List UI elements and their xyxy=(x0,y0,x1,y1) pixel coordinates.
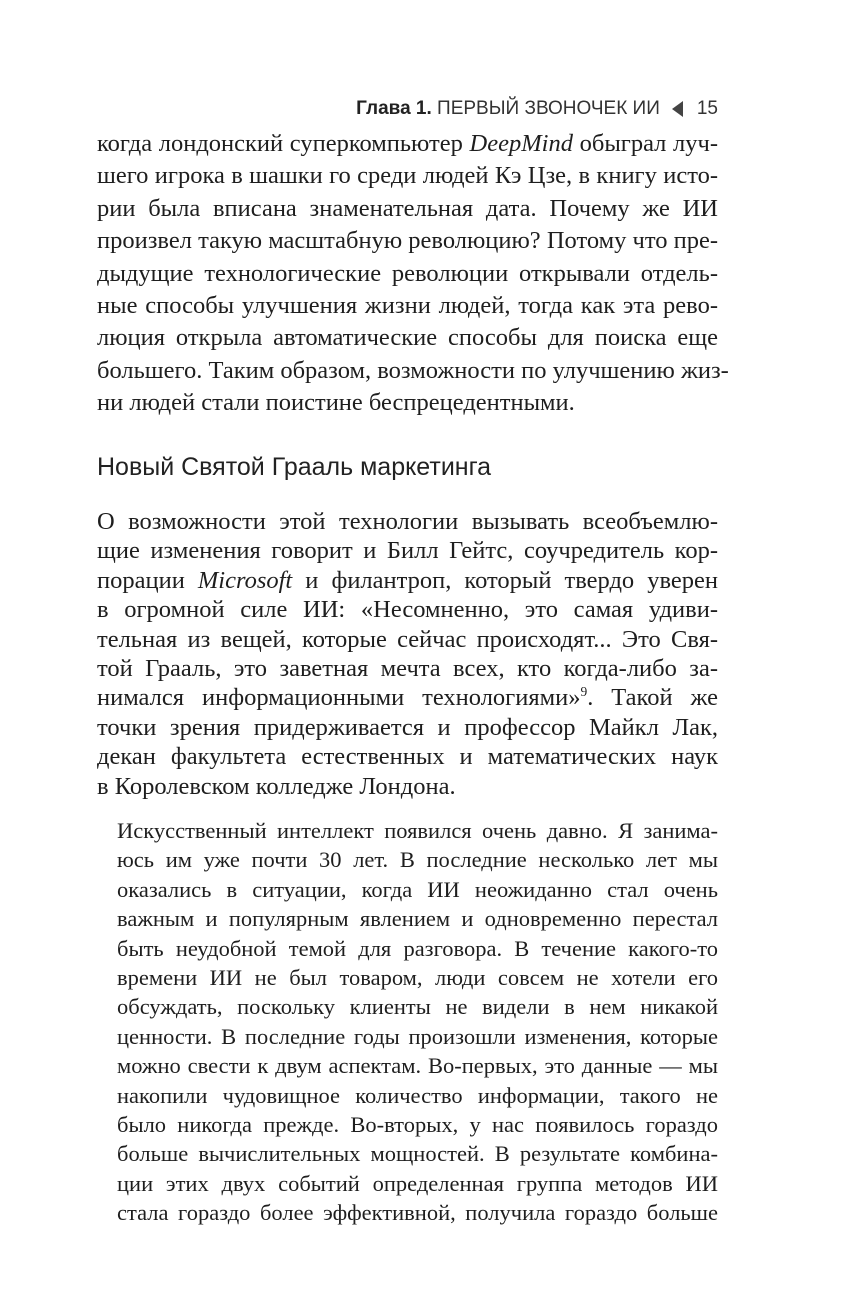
running-header xyxy=(356,98,718,120)
footnote-ref: 9 xyxy=(580,684,588,700)
italic-term: Microsoft xyxy=(197,566,293,594)
text-line: важным и популярным явлением и одновременно перестал xyxy=(117,906,718,932)
paragraph-2 xyxy=(97,507,718,801)
text-line: обсуждать, поскольку клиенты не видели в нем никакой xyxy=(117,994,718,1020)
text-line: юсь им уже почти 30 лет. В последние несколько лет мы xyxy=(117,847,718,873)
text-line: быть неудобной темой для разговора. В течение какого-то xyxy=(117,935,718,961)
text-line: тельная из вещей, которые сейчас происходят... Это Свя- xyxy=(97,625,718,653)
text-line: ные способы улучшения жизни людей, тогда как эта рево- xyxy=(97,292,718,320)
text-line: декан факультета естественных и математических наук xyxy=(97,743,718,771)
text-line: рии была вписана знаменательная дата. Почему же ИИ xyxy=(97,194,718,222)
text-line: О возможности этой технологии вызывать всеобъемлю- xyxy=(97,508,718,535)
text-line: люция открыла автоматические способы для поиска еще xyxy=(97,324,718,352)
section-heading: Новый Святой Грааль маркетинга xyxy=(97,453,492,481)
text-line: щие изменения говорит и Билл Гейтс, соучредитель кор- xyxy=(97,537,718,565)
text-line: нимался информационными технологиями»$^9$. Такой же xyxy=(97,684,719,712)
text-line: можно свести к двум аспектам. Во-первых, это данные — мы xyxy=(117,1053,718,1079)
text-line: точки зрения придерживается и профессор Майкл Лак, xyxy=(97,713,718,741)
text-line: больше вычислительных мощностей. В результате комбина- xyxy=(117,1141,718,1167)
triangle-left-icon xyxy=(672,101,683,117)
text-line: порации Microsoft и филантроп, который твердо уверен xyxy=(97,566,718,594)
paragraph-1 xyxy=(97,128,729,420)
chapter-label: Глава 1. xyxy=(356,98,432,119)
text-line: произвел такую масштабную революцию? Потому что пре- xyxy=(97,227,718,255)
block-quote xyxy=(117,816,718,1228)
text-line: Искусственный интеллект появился очень давно. Я занима- xyxy=(117,818,718,843)
italic-term: DeepMind xyxy=(469,130,573,157)
text-line: ции этих двух событий определенная группа методов ИИ xyxy=(117,1170,718,1196)
text-line: в огромной силе ИИ: «Несомненно, это самая удиви- xyxy=(97,596,718,624)
text-line: накопили чудовищное количество информации, такого не xyxy=(117,1082,718,1108)
text-line: стала гораздо более эффективной, получила гораздо больше xyxy=(117,1200,718,1226)
text-line: оказались в ситуации, когда ИИ неожиданно стал очень xyxy=(117,876,718,902)
text-line: дыдущие технологические революции открывали отдель- xyxy=(97,259,718,287)
chapter-title: ПЕРВЫЙ ЗВОНОЧЕК ИИ xyxy=(437,98,660,119)
text-line: шего игрока в шашки го среди людей Кэ Цзе, в книгу исто- xyxy=(97,162,718,190)
text-line: большего. Таким образом, возможности по улучшению жиз- xyxy=(97,356,729,384)
text-line: в Королевском колледже Лондона. xyxy=(97,772,456,800)
text-line: было никогда прежде. Во-вторых, у нас появилось гораздо xyxy=(117,1112,718,1138)
page-number: 15 xyxy=(696,98,718,119)
text-line: ни людей стали поистине беспрецедентными. xyxy=(97,389,575,417)
text-line: когда лондонский суперкомпьютер DeepMind обыграл луч- xyxy=(97,130,719,157)
text-line: времени ИИ не был товаром, люди совсем не хотели его xyxy=(117,965,718,991)
text-line: ценности. В последние годы произошли изменения, которые xyxy=(117,1023,718,1049)
text-line: той Грааль, это заветная мечта всех, кто когда-либо за- xyxy=(97,655,718,683)
